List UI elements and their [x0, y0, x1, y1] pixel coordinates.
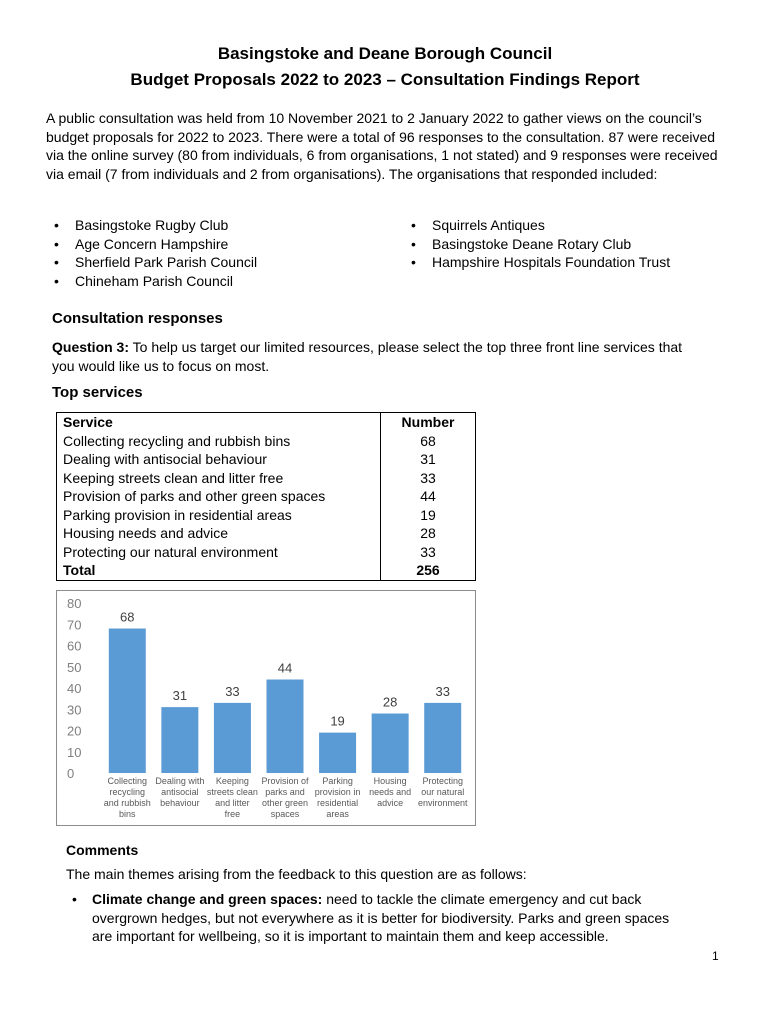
comments-intro: The main themes arising from the feedback to this question are as follows:	[66, 866, 527, 882]
table-total-value: 256	[381, 561, 476, 580]
table-cell: 31	[381, 450, 476, 469]
y-tick-label: 40	[67, 681, 82, 696]
list-item: • Hampshire Hospitals Foundation Trust	[404, 253, 734, 272]
table-cell: 33	[381, 543, 476, 562]
y-tick-label: 80	[67, 596, 82, 611]
chart-bar	[214, 703, 251, 773]
comments-heading: Comments	[66, 842, 139, 858]
y-tick-label: 10	[67, 744, 82, 760]
table-row	[57, 506, 476, 525]
table-cell: Provision of parks and other green spaces	[57, 487, 381, 506]
table-row	[57, 432, 476, 451]
y-tick-label: 70	[67, 617, 82, 633]
bar-data-label: 33	[435, 683, 450, 699]
services-table	[56, 412, 476, 581]
chart-canvas	[57, 591, 477, 827]
bar-data-label: 28	[382, 694, 398, 710]
table-row	[57, 469, 476, 488]
y-tick-label: 50	[67, 659, 82, 675]
table-header-row	[57, 413, 476, 432]
table-cell: 33	[381, 469, 476, 488]
theme-text: need to tackle the climate emergency and cut back overgrown hedges, but not everywhere as it is better for biodiversity. Parks and green spaces are important for wellbeing, so it is important to maintain them and keep accessible.	[92, 891, 670, 944]
chart-bar	[372, 714, 409, 774]
organisations-list-right	[404, 216, 734, 272]
table-header-service: Service	[57, 413, 381, 432]
table-cell: 19	[381, 506, 476, 525]
bar-data-label: 33	[225, 683, 240, 699]
table-row	[57, 450, 476, 469]
list-item	[66, 890, 686, 946]
list-item: • Basingstoke Deane Rotary Club	[404, 235, 734, 254]
chart-bar	[267, 680, 304, 774]
table-cell: 44	[381, 487, 476, 506]
table-row	[57, 543, 476, 562]
table-cell: Parking provision in residential areas	[57, 506, 381, 525]
question-label: Question 3:	[52, 339, 130, 355]
table-header-number: Number	[381, 413, 476, 432]
table-row	[57, 487, 476, 506]
list-item: • Basingstoke Rugby Club	[47, 216, 377, 235]
bar-data-label: 68	[120, 609, 135, 625]
table-cell: Housing needs and advice	[57, 524, 381, 543]
list-item: • Squirrels Antiques	[404, 216, 734, 235]
section-heading: Consultation responses	[52, 310, 223, 327]
chart-bar	[424, 703, 461, 773]
table-cell: Collecting recycling and rubbish bins	[57, 432, 381, 451]
x-category-label: Housing needs and advice	[369, 776, 412, 808]
y-tick-label: 60	[67, 638, 82, 654]
table-total-row	[57, 561, 476, 580]
themes-list	[66, 890, 686, 946]
report-title-line2: Budget Proposals 2022 to 2023 – Consultation Findings Report	[130, 70, 640, 89]
x-category-label: Collecting recycling and rubbish bins	[103, 776, 151, 819]
table-cell: 68	[381, 432, 476, 451]
table-cell: Keeping streets clean and litter free	[57, 469, 381, 488]
organisations-list-left	[47, 216, 377, 290]
bar-data-label: 31	[172, 688, 188, 704]
bar-data-label: 19	[330, 713, 345, 729]
page-number: 1	[712, 949, 719, 963]
x-category-label: Dealing with antisocial behaviour	[155, 776, 205, 808]
list-item: • Sherfield Park Parish Council	[47, 253, 377, 272]
x-category-label: Provision of parks and other green spaces	[261, 776, 309, 819]
y-tick-label: 20	[67, 723, 82, 739]
chart-bar	[161, 707, 198, 773]
question-body: To help us target our limited resources, please select the top three front line services that you would like us to focus on most.	[52, 339, 683, 374]
x-category-label: Protecting our natural environment	[417, 776, 468, 808]
table-row	[57, 524, 476, 543]
y-tick-label: 0	[67, 766, 75, 781]
report-title-line1: Basingstoke and Deane Borough Council	[217, 44, 553, 63]
question-text	[52, 338, 692, 375]
services-bar-chart	[56, 590, 476, 826]
chart-bar	[319, 733, 356, 773]
chart-bar	[109, 629, 146, 774]
top-services-heading: Top services	[52, 384, 143, 401]
x-category-label: Parking provision in residential areas	[314, 776, 361, 819]
y-tick-label: 30	[67, 702, 82, 718]
intro-paragraph: A public consultation was held from 10 November 2021 to 2 January 2022 to gather views on the council’s budget proposals for 2022 to 2023. There were a total of 96 responses to the consultation. 87 were received via the online survey (80 from individuals, 6 from organisations, 1 not stated) and 9 responses were received via email (7 from individuals and 2 from organisations). The organisations that responded included:	[46, 110, 718, 182]
table-cell: Protecting our natural environment	[57, 543, 381, 562]
table-total-label: Total	[57, 561, 381, 580]
list-item: • Chineham Parish Council	[47, 272, 377, 291]
x-category-label: Keeping streets clean and litter free	[206, 776, 258, 819]
table-cell: 28	[381, 524, 476, 543]
list-item: • Age Concern Hampshire	[47, 235, 377, 254]
theme-title: Climate change and green spaces:	[92, 891, 323, 907]
bar-data-label: 44	[277, 660, 293, 676]
table-cell: Dealing with antisocial behaviour	[57, 450, 381, 469]
